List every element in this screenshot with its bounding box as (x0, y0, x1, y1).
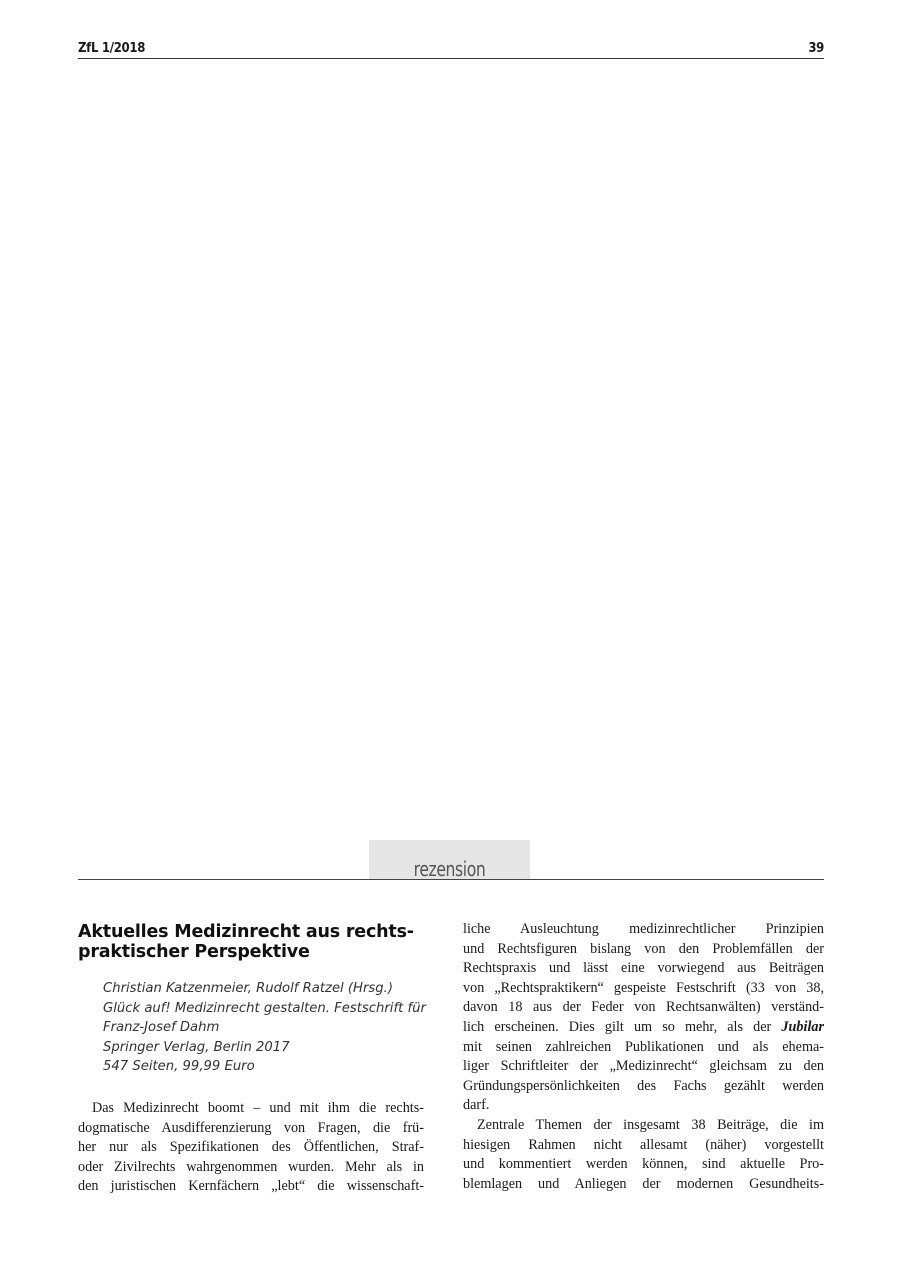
book-title-cont: Franz-Josef Dahm (103, 1020, 220, 1036)
text-line: und Rechtsfiguren bislang von den Problemfällen der (463, 940, 824, 957)
section-tab (369, 840, 530, 879)
right-column (463, 920, 824, 1194)
text-line: her nur als Spezifikationen des Öffentlichen, Straf- (78, 1139, 424, 1156)
article-title (78, 922, 424, 962)
text-line: liche Ausleuchtung medizinrechtlicher Prinzipien (463, 921, 824, 937)
text-line-with-emphasis (463, 1018, 824, 1038)
text-line: blemlagen und Anliegen der modernen Gesundheits- (463, 1175, 824, 1192)
body-paragraph (463, 1116, 824, 1194)
text-line: dogmatische Ausdifferenzierung von Fragen, die frü- (78, 1119, 424, 1136)
book-bibliography (103, 979, 424, 1077)
body-paragraph (78, 1099, 424, 1197)
body-paragraph (463, 920, 824, 1116)
page-number: 39 (808, 41, 824, 56)
text-line: liger Schriftleiter der „Medizinrecht“ gleichsam zu den (463, 1058, 824, 1075)
text-line: und kommentiert werden können, sind aktuelle Pro- (463, 1156, 824, 1173)
title-line: praktischer Perspektive (78, 942, 310, 962)
text-line: hiesigen Rahmen nicht allesamt (näher) vorgestellt (463, 1136, 824, 1153)
running-head (78, 42, 824, 59)
book-pages-price: 547 Seiten, 99,99 Euro (103, 1059, 255, 1075)
book-title: Glück auf! Medizinrecht gestalten. Festschrift für (103, 1000, 426, 1016)
text-line: Rechtspraxis und lässt eine vorwiegend aus Beiträgen (463, 960, 824, 977)
journal-issue: ZfL 1/2018 (78, 41, 146, 56)
text-line: darf. (463, 1097, 490, 1114)
text-line: von „Rechtspraktikern“ gespeiste Festschrift (33 von 38, (463, 979, 824, 996)
text-line: Gründungspersönlichkeiten des Fachs gezählt werden (463, 1077, 824, 1094)
text-segment: lich erscheinen. Dies gilt um so mehr, als der (463, 1018, 772, 1035)
left-column (78, 920, 424, 1197)
text-line: Zentrale Themen der insgesamt 38 Beiträge, die im (477, 1116, 824, 1133)
title-line: Aktuelles Medizinrecht aus rechts- (78, 922, 414, 942)
text-line: Das Medizinrecht boomt – und mit ihm die rechts- (92, 1099, 424, 1116)
book-editors: Christian Katzenmeier, Rudolf Ratzel (Hrsg.) (103, 981, 393, 996)
section-label: rezension (413, 857, 486, 881)
text-line: mit seinen zahlreichen Publikationen und als ehema- (463, 1038, 824, 1055)
book-publisher: Springer Verlag, Berlin 2017 (103, 1039, 290, 1055)
text-line: den juristischen Kernfächern „lebt“ die wissenschaft- (78, 1178, 424, 1195)
text-line: oder Zivilrechts wahrgenommen wurden. Mehr als in (78, 1158, 424, 1175)
emphasis-jubilar: Jubilar (781, 1018, 824, 1035)
text-line: davon 18 aus der Feder von Rechtsanwälten) verständ- (463, 999, 824, 1016)
section-rule (78, 879, 824, 880)
